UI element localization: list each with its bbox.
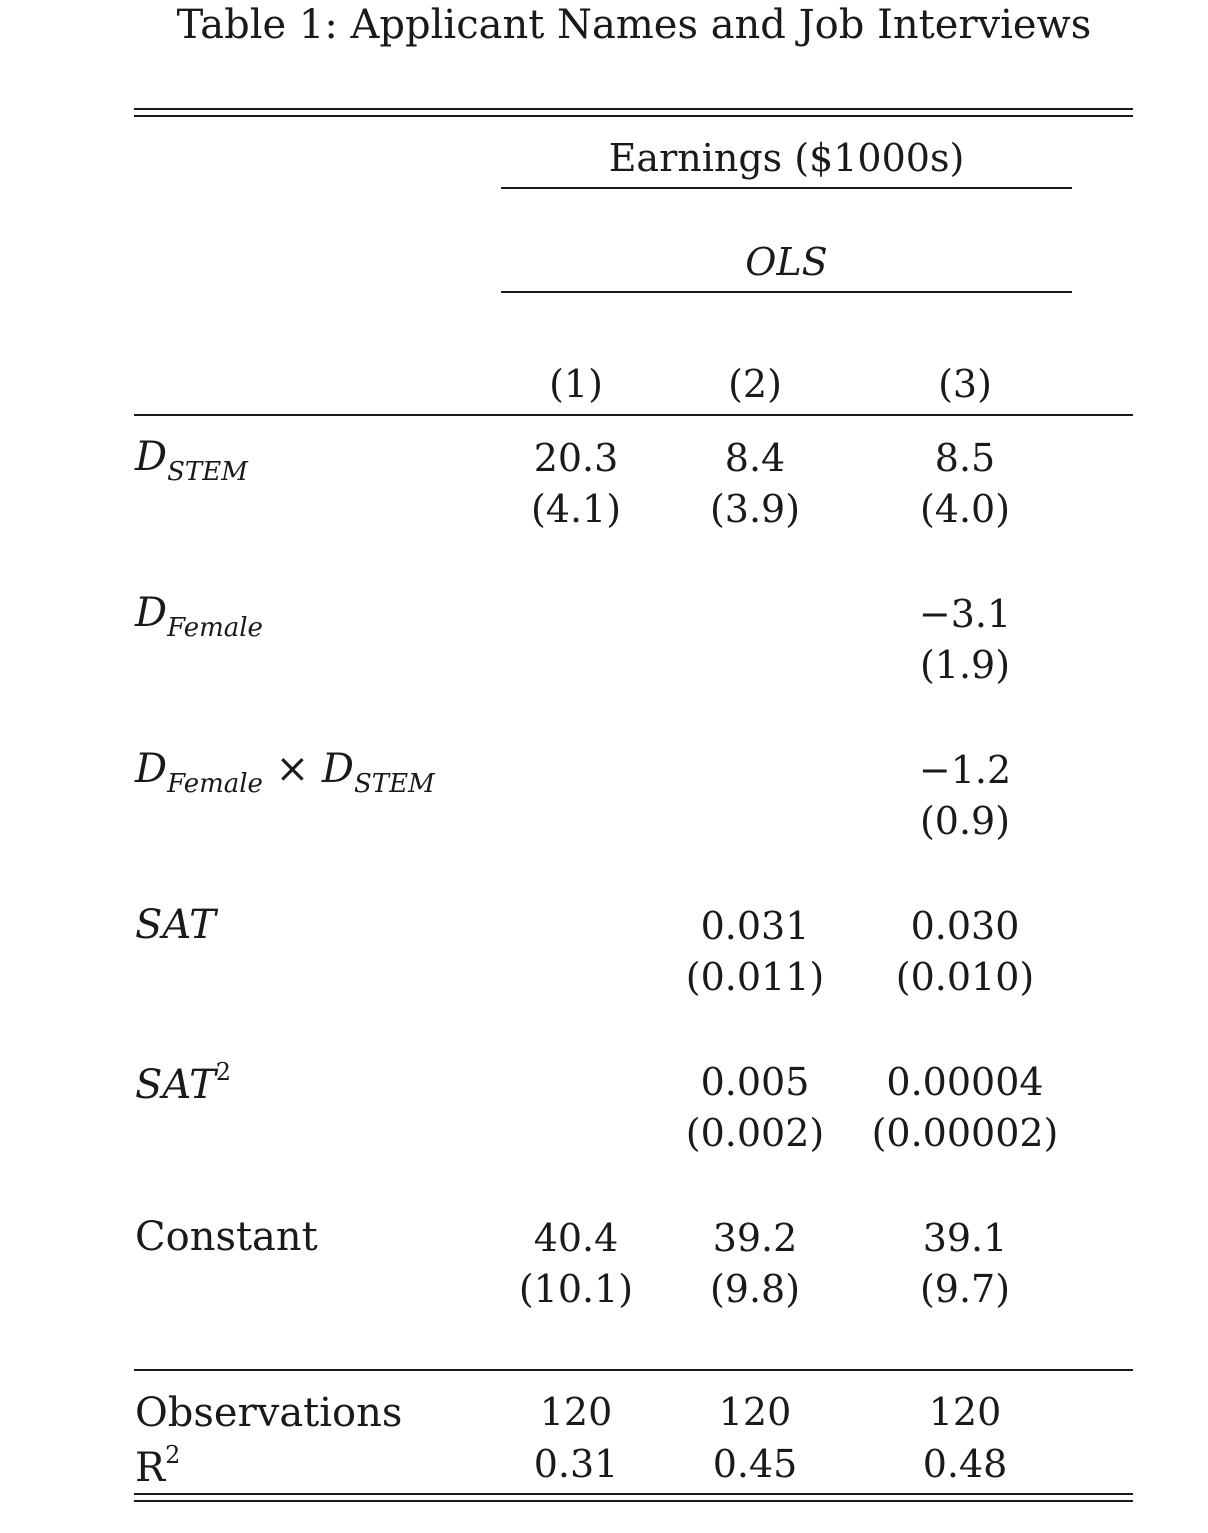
row-label-observations: Observations	[135, 1390, 403, 1436]
row-label-d-female: $D_{Female}$	[135, 590, 263, 643]
table-title: Table 1: Applicant Names and Job Interviews	[176, 2, 1092, 48]
bottom-rule-1	[134, 1493, 1133, 1495]
method-header: OLS	[745, 240, 828, 284]
se-constant-1: (10.1)	[518, 1267, 634, 1311]
se-d-stem-3: (4.0)	[919, 487, 1011, 531]
coef-constant-2: 39.2	[712, 1216, 798, 1260]
se-sat-3: (0.010)	[895, 955, 1035, 999]
r-squared-2: 0.45	[712, 1442, 798, 1486]
coef-d-stem-3: 8.5	[934, 436, 996, 480]
r-squared-3: 0.48	[922, 1442, 1008, 1486]
se-constant-2: (9.8)	[709, 1267, 801, 1311]
row-label-interaction: $D_{Female} \times D_{STEM}$	[135, 746, 435, 799]
coef-d-stem-2: 8.4	[724, 436, 786, 480]
top-rule-1	[134, 108, 1133, 110]
se-d-female-3: (1.9)	[919, 643, 1011, 687]
coef-d-female-3: −3.1	[918, 592, 1012, 636]
coef-interaction-3: −1.2	[918, 748, 1012, 792]
header-bottom-rule	[134, 414, 1133, 416]
observations-1: 120	[539, 1390, 613, 1434]
coef-d-stem-1: 20.3	[533, 436, 619, 480]
coef-sat-squared-3: 0.00004	[886, 1060, 1044, 1104]
column-header-2: (2)	[728, 362, 782, 406]
se-constant-3: (9.7)	[919, 1267, 1011, 1311]
column-header-3: (3)	[938, 362, 992, 406]
coef-constant-1: 40.4	[533, 1216, 619, 1260]
se-d-stem-2: (3.9)	[709, 487, 801, 531]
coef-sat-squared-2: 0.005	[700, 1060, 810, 1104]
row-label-d-stem: $D_{STEM}$	[135, 434, 248, 487]
bottom-rule-2	[134, 1500, 1133, 1502]
se-sat-2: (0.011)	[685, 955, 825, 999]
r-squared-1: 0.31	[533, 1442, 619, 1486]
row-label-r-squared: $R^2$	[135, 1441, 181, 1491]
se-d-stem-1: (4.1)	[530, 487, 622, 531]
observations-3: 120	[928, 1390, 1002, 1434]
dependent-variable-underline	[501, 187, 1072, 189]
row-label-sat-squared: SAT$^2$	[135, 1058, 232, 1108]
row-label-constant: Constant	[135, 1214, 318, 1260]
top-rule-2	[134, 115, 1133, 117]
coef-sat-3: 0.030	[910, 904, 1020, 948]
observations-2: 120	[718, 1390, 792, 1434]
row-label-sat: SAT	[135, 902, 216, 948]
se-sat-squared-3: (0.00002)	[871, 1111, 1059, 1155]
method-underline	[501, 291, 1072, 293]
dependent-variable-header: Earnings ($1000s)	[608, 136, 965, 180]
se-sat-squared-2: (0.002)	[685, 1111, 825, 1155]
stats-top-rule	[134, 1369, 1133, 1371]
column-header-1: (1)	[549, 362, 603, 406]
se-interaction-3: (0.9)	[919, 799, 1011, 843]
coef-constant-3: 39.1	[922, 1216, 1008, 1260]
coef-sat-2: 0.031	[700, 904, 810, 948]
